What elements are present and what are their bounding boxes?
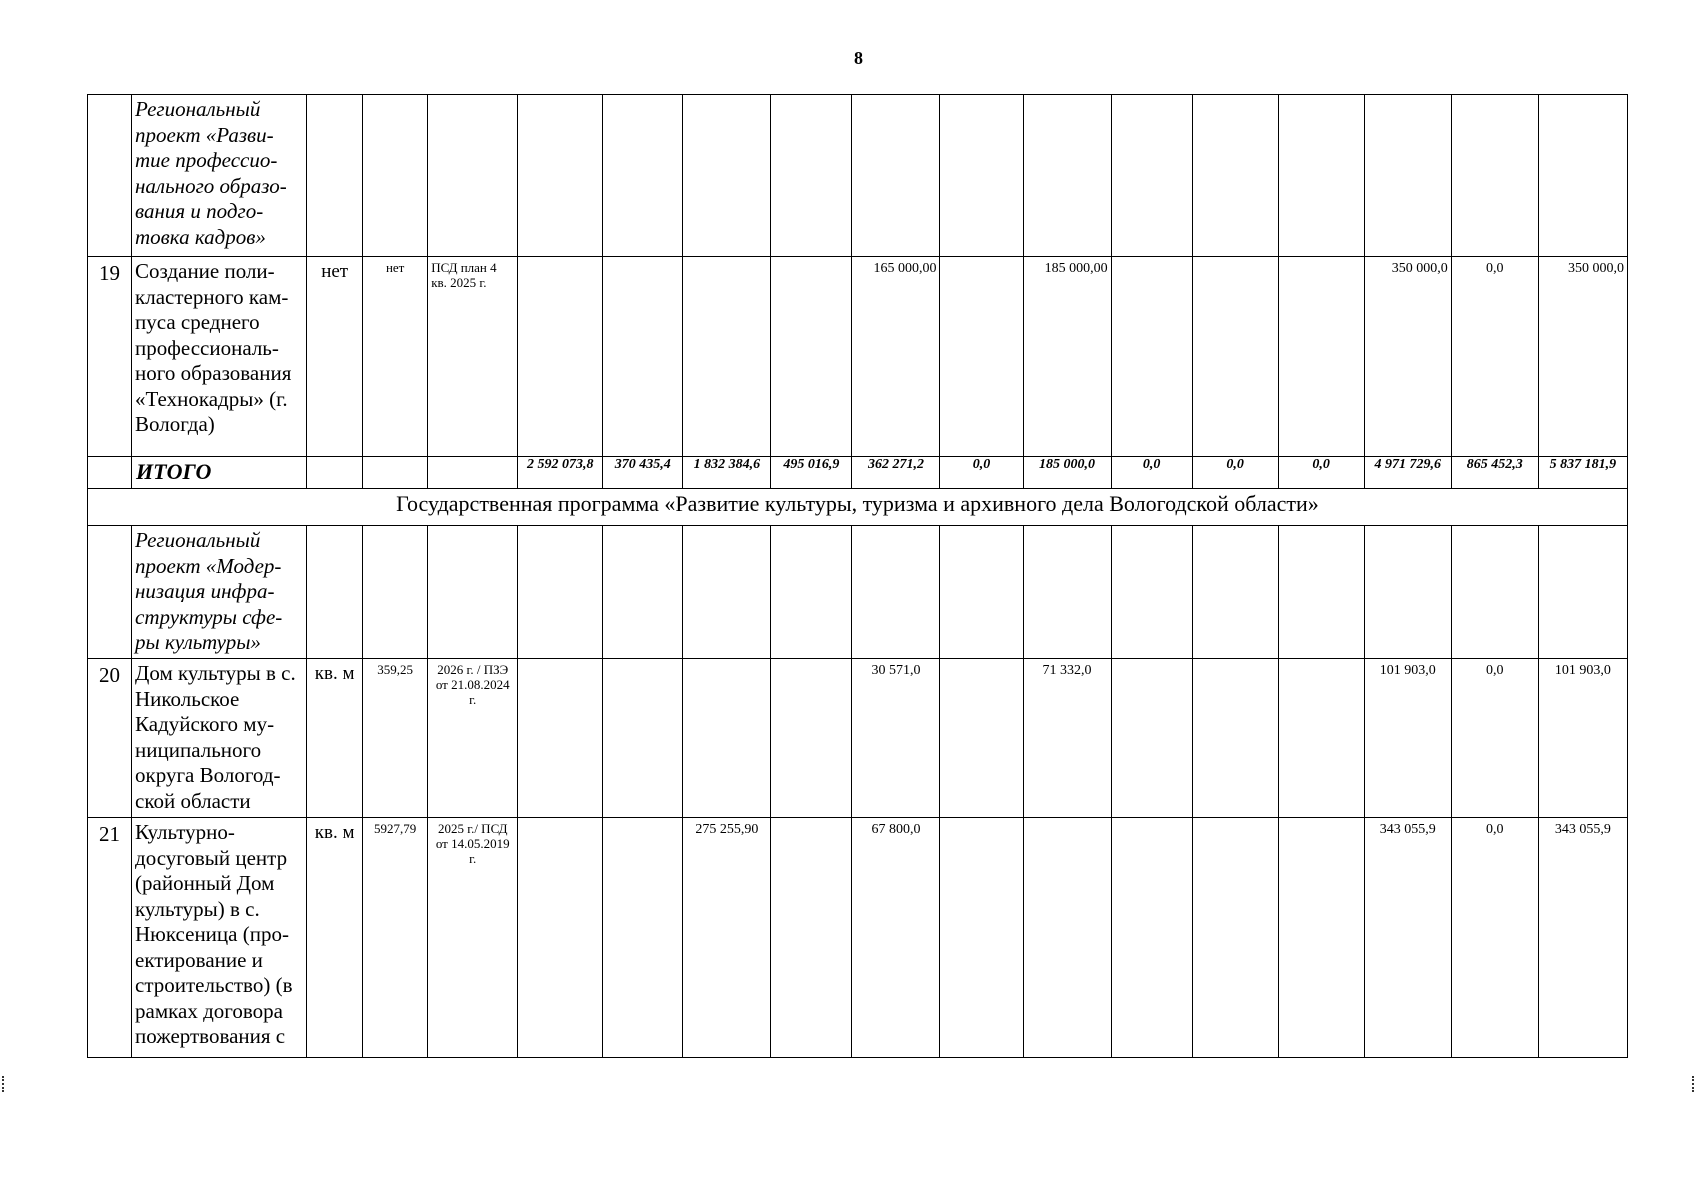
section-row (88, 95, 1628, 257)
object-name: Культурно-досуговый центр (районный Дом культуры) в с. Нюксеница (про-ектирование и строительство) (в рамках договора пожертвования с (132, 818, 307, 1058)
value-cell: 343 055,9 (1538, 818, 1627, 1058)
total-value: 370 435,4 (603, 457, 683, 489)
unit-cell: нет (307, 257, 363, 457)
value-cell (940, 818, 1023, 1058)
total-value: 185 000,0 (1023, 457, 1111, 489)
capacity-cell: 359,25 (363, 659, 428, 818)
scan-edge-mark (2, 1076, 6, 1092)
value-cell (518, 659, 603, 818)
value-cell (771, 818, 852, 1058)
total-value: 865 452,3 (1451, 457, 1538, 489)
value-cell: 165 000,00 (852, 257, 940, 457)
value-cell: 185 000,00 (1023, 257, 1111, 457)
row-number: 21 (88, 818, 132, 1058)
scan-edge-mark (1692, 1076, 1696, 1092)
object-name: Дом культуры в с. Никольское Кадуйского му-ниципального округа Вологод-ской области (132, 659, 307, 818)
doc-cell: ПСД план 4 кв. 2025 г. (428, 257, 518, 457)
value-cell (1192, 257, 1278, 457)
value-cell (1192, 659, 1278, 818)
unit-cell: кв. м (307, 818, 363, 1058)
value-cell (1111, 257, 1192, 457)
page-number: 8 (854, 48, 863, 68)
doc-cell: 2025 г./ ПСД от 14.05.2019 г. (428, 818, 518, 1058)
section-title: Региональный проект «Разви-тие профессио-нального образо-вания и подго-товка кадров» (132, 95, 307, 257)
value-cell (1192, 818, 1278, 1058)
value-cell (940, 659, 1023, 818)
value-cell (683, 257, 771, 457)
row-number: 19 (88, 257, 132, 457)
value-cell: 0,0 (1451, 659, 1538, 818)
value-cell: 71 332,0 (1023, 659, 1111, 818)
section-title: Региональный проект «Модер-низация инфра-структуры сфе-ры культуры» (132, 526, 307, 659)
value-cell (1278, 659, 1364, 818)
value-cell (603, 659, 683, 818)
table-row (88, 257, 1628, 457)
total-value: 0,0 (1192, 457, 1278, 489)
unit-cell: кв. м (307, 659, 363, 818)
value-cell: 101 903,0 (1538, 659, 1627, 818)
total-value: 495 016,9 (771, 457, 852, 489)
total-value: 0,0 (1111, 457, 1192, 489)
value-cell (518, 818, 603, 1058)
value-cell (1278, 257, 1364, 457)
total-value: 362 271,2 (852, 457, 940, 489)
table-row (88, 818, 1628, 1058)
value-cell: 101 903,0 (1364, 659, 1451, 818)
table-row (88, 659, 1628, 818)
total-row (88, 457, 1628, 489)
row-number: 20 (88, 659, 132, 818)
value-cell (771, 659, 852, 818)
capacity-cell: нет (363, 257, 428, 457)
total-value: 0,0 (940, 457, 1023, 489)
program-row (88, 489, 1628, 526)
investment-table (87, 94, 1628, 1058)
value-cell (1111, 659, 1192, 818)
value-cell (1278, 818, 1364, 1058)
capacity-cell: 5927,79 (363, 818, 428, 1058)
value-cell: 343 055,9 (1364, 818, 1451, 1058)
value-cell (1023, 818, 1111, 1058)
object-name: Создание поли-кластерного кам-пуса среднего профессиональ-ного образования «Технокадры» (г. Вологда) (132, 257, 307, 457)
value-cell: 275 255,90 (683, 818, 771, 1058)
value-cell (603, 257, 683, 457)
value-cell (683, 659, 771, 818)
value-cell: 350 000,0 (1364, 257, 1451, 457)
num-cell (88, 95, 132, 257)
total-label: ИТОГО (132, 457, 307, 489)
total-value: 2 592 073,8 (518, 457, 603, 489)
value-cell: 0,0 (1451, 257, 1538, 457)
total-value: 4 971 729,6 (1364, 457, 1451, 489)
section-row (88, 526, 1628, 659)
value-cell: 67 800,0 (852, 818, 940, 1058)
doc-cell: 2026 г. / ПЗЭ от 21.08.2024 г. (428, 659, 518, 818)
value-cell: 350 000,0 (1538, 257, 1627, 457)
value-cell (1111, 818, 1192, 1058)
value-cell (771, 257, 852, 457)
total-value: 5 837 181,9 (1538, 457, 1627, 489)
total-value: 0,0 (1278, 457, 1364, 489)
value-cell (940, 257, 1023, 457)
value-cell: 30 571,0 (852, 659, 940, 818)
value-cell: 0,0 (1451, 818, 1538, 1058)
program-title: Государственная программа «Развитие культуры, туризма и архивного дела Вологодской области» (88, 489, 1628, 526)
value-cell (603, 818, 683, 1058)
value-cell (518, 257, 603, 457)
total-value: 1 832 384,6 (683, 457, 771, 489)
